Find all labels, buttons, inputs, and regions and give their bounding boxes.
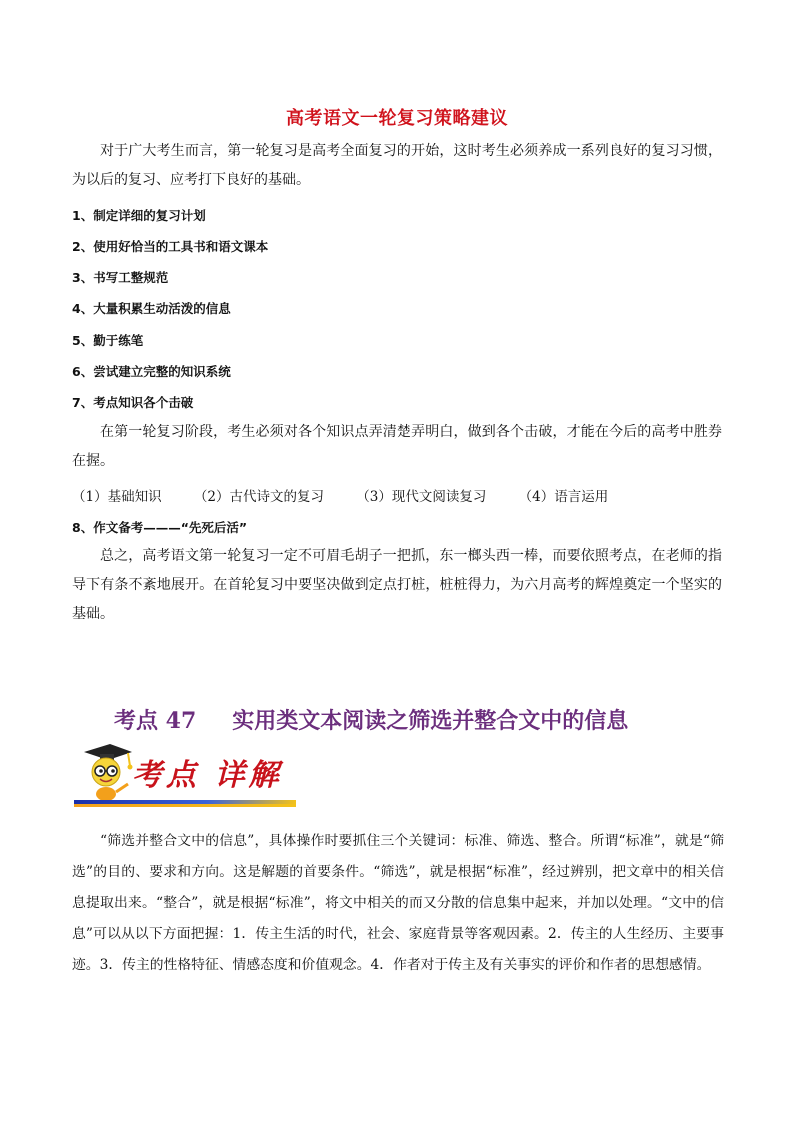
intro-paragraph: 对于广大考生而言，第一轮复习是高考全面复习的开始，这时考生必须养成一系列良好的复习习惯，为以后的复习、应考打下良好的基础。 <box>72 143 722 188</box>
section-number: 考点 47 <box>114 708 197 734</box>
page-title: 高考语文一轮复习策略建议 <box>286 108 508 129</box>
list-item-6: 6、尝试建立完整的知识系统 <box>72 364 231 379</box>
sub-item-ancient-poetry: （2）古代诗文的复习 <box>193 489 324 505</box>
conclusion-paragraph: 总之，高考语文第一轮复习一定不可眉毛胡子一把抓，东一榔头西一棒，而要依照考点，在老师的指导下有条不紊地展开。在首轮复习中要坚决做到定点打桩，桩桩得力，为六月高考的辉煌奠定一个坚实的基础。 <box>72 548 722 622</box>
sub-item-modern-reading: （3）现代文阅读复习 <box>356 489 487 505</box>
section-title: 实用类文本阅读之筛选并整合文中的信息 <box>232 708 629 734</box>
list-item-3: 3、书写工整规范 <box>72 270 169 285</box>
list-item-4: 4、大量积累生动活泼的信息 <box>72 301 231 316</box>
list-item-5: 5、勤于练笔 <box>72 333 144 348</box>
banner-underline-accent <box>74 804 296 807</box>
list-item-2: 2、使用好恰当的工具书和语文课本 <box>72 239 269 254</box>
cartoon-scholar-icon <box>70 742 140 808</box>
sub-item-list <box>72 485 636 505</box>
list-item-8: 8、作文备考———“先死后活” <box>72 520 248 535</box>
section-heading <box>114 704 628 735</box>
item7-paragraph: 在第一轮复习阶段，考生必须对各个知识点弄清楚弄明白，做到各个击破，才能在今后的高考中胜券在握。 <box>72 424 722 469</box>
list-item-1: 1、制定详细的复习计划 <box>72 208 206 223</box>
kaodian-banner <box>70 742 296 812</box>
banner-title: 考点 详解 <box>132 758 283 793</box>
list-item-7: 7、考点知识各个击破 <box>72 395 194 410</box>
explanation-paragraph: “筛选并整合文中的信息”，具体操作时要抓住三个关键词：标准、筛选、整合。所谓“标准”，就是“筛选”的目的、要求和方向。这是解题的首要条件。“筛选”，就是根据“标准”，经过辨别，把文章中的相关信息提取出来。“整合”，就是根据“标准”，将文中相关的而又分散的信息集中起来，并加以处理。“文中的信息”可以从以下方面把握：1．传主生活的时代，社会、家庭背景等客观因素。2．传主的人生经历、主要事迹。3．传主的性格特征、情感态度和价值观念。4．作者对于传主及有关事实的评价和作者的思想感情。 <box>72 833 724 973</box>
sub-item-basic-knowledge: （1）基础知识 <box>72 489 162 505</box>
sub-item-language-use: （4）语言运用 <box>518 489 609 505</box>
